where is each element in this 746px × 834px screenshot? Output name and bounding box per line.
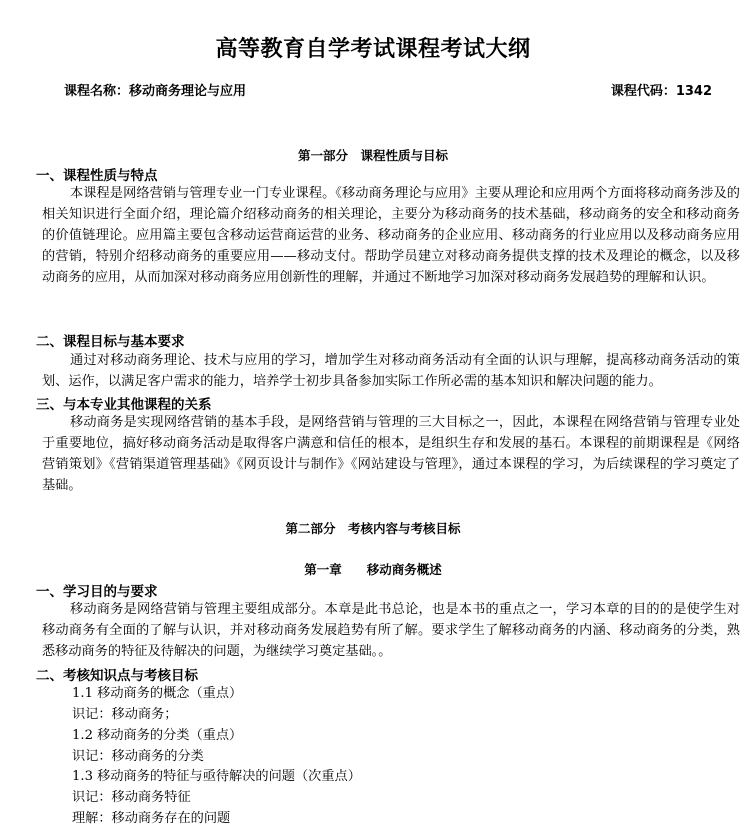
paragraph-study-goals: 移动商务是网络营销与管理主要组成部分。本章是此书总论，也是本书的重点之一，学习本章的目的的是使学生对移动商务有全面的了解与认识，并对移动商务发展趋势有所了解。要求学生了解移动商务的内涵、移动商务的分类，熟悉移动商务的特征及待解决的问题，为继续学习奠定基础。。 [42, 602, 740, 659]
exam-point-item: 1.3 移动商务的特征与亟待解决的问题（次重点） [72, 769, 361, 784]
exam-point-item: 1.1 移动商务的概念（重点） [72, 686, 243, 701]
paragraph-nature: 本课程是网络营销与管理专业一门专业课程。《移动商务理论与应用》主要从理论和应用两个方面将移动商务涉及的相关知识进行全面介绍，理论篇介绍移动商务的相关理论，主要分为移动商务的技术基础，移动商务的安全和移动商务的价值链理论。应用篇主要包含移动运营商运营的业务、移动商务的企业应用、移动商务的行业应用以及移动商务应用的营销，特别介绍移动商务的重要应用——移动支付。帮助学员建立对移动商务提供支撑的技术及理论的概念，以及移动商务的应用，从而加深对移动商务应用创新性的理解，并通过不断地学习加深对移动商务发展趋势的理解和认识。 [42, 186, 740, 285]
exam-point-item: 识记：移动商务的分类 [72, 749, 204, 764]
section-heading-nature: 一、课程性质与特点 [36, 168, 158, 184]
section-heading-study-goals: 一、学习目的与要求 [36, 584, 158, 600]
paragraph-relations: 移动商务是实现网络营销的基本手段，是网络营销与管理的三大目标之一，因此，本课程在网络营销与管理专业处于重要地位，搞好移动商务活动是取得客户满意和信任的根本，是组织生存和发展的基石。本课程的前期课程是《网络营销策划》《营销渠道管理基础》《网页设计与制作》《网站建设与管理》，通过本课程的学习，为后续课程的学习奠定了基础。 [42, 415, 740, 493]
section-heading-exam-points: 二、考核知识点与考核目标 [36, 668, 198, 684]
exam-point-item: 识记：移动商务； [72, 707, 178, 722]
section-heading-objectives: 二、课程目标与基本要求 [36, 334, 185, 350]
exam-point-item: 识记：移动商务特征 [72, 790, 191, 805]
course-code: 课程代码：1342 [610, 84, 712, 99]
course-name: 课程名称：移动商务理论与应用 [64, 84, 247, 99]
part2-heading: 第二部分 考核内容与考核目标 [285, 521, 461, 536]
chapter1-heading: 第一章 移动商务概述 [304, 562, 442, 577]
part1-heading: 第一部分 课程性质与目标 [297, 148, 448, 163]
exam-point-item: 理解：移动商务存在的问题 [72, 811, 231, 826]
section-heading-relations: 三、与本专业其他课程的关系 [36, 397, 212, 413]
document-title: 高等教育自学考试课程考试大纲 [215, 37, 531, 62]
exam-point-item: 1.2 移动商务的分类（重点） [72, 728, 243, 743]
paragraph-objectives: 通过对移动商务理论、技术与应用的学习，增加学生对移动商务活动有全面的认识与理解，提高移动商务活动的策划、运作，以满足客户需求的能力，培养学士初步具备参加实际工作所必需的基本知识和解决问题的能力。 [42, 353, 740, 389]
